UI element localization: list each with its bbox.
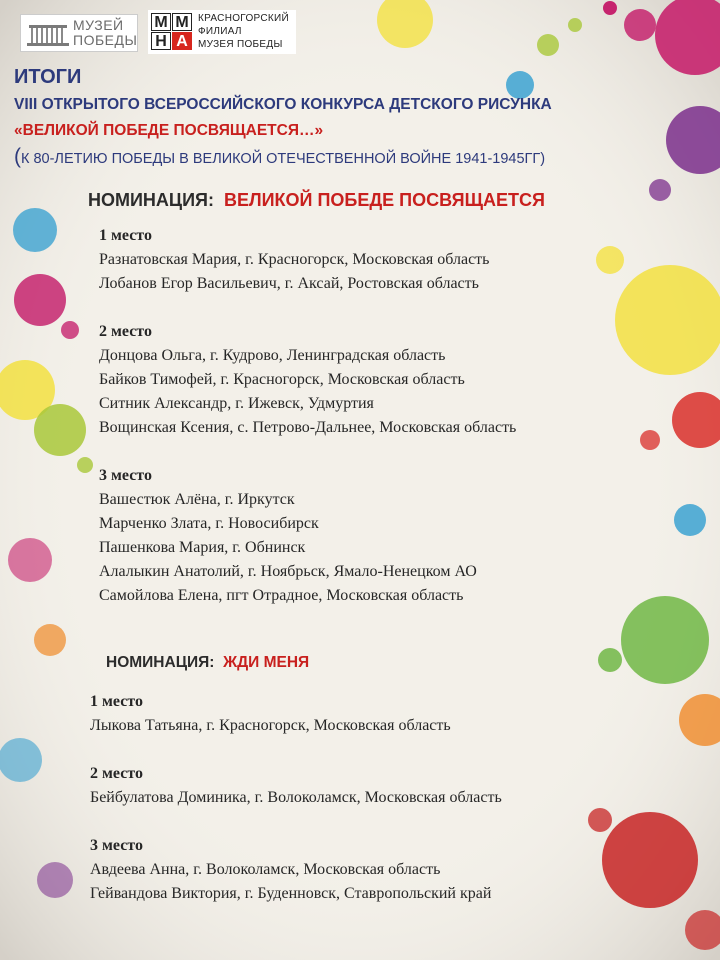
winner-entry: Авдеева Анна, г. Волоколамск, Московская область (90, 861, 441, 878)
branch-logo-line2: ФИЛИАЛ (198, 26, 242, 37)
nomination-name: ЖДИ МЕНЯ (223, 654, 310, 671)
museum-victory-logo (20, 14, 138, 52)
contest-dedication (14, 145, 545, 169)
contest-subtitle: VIII ОТКРЫТОГО ВСЕРОССИЙСКОГО КОНКУРСА ДЕТСКОГО РИСУНКА (14, 96, 552, 113)
logo-letter: М (151, 13, 171, 31)
place-heading: 3 место (90, 837, 143, 854)
logo-letter: А (172, 32, 192, 50)
winner-entry: Марченко Злата, г. Новосибирск (99, 515, 319, 532)
place-heading: 1 место (99, 227, 152, 244)
winner-entry: Донцова Ольга, г. Кудрово, Ленинградская область (99, 347, 446, 364)
winner-entry: Гейвандова Виктория, г. Буденновск, Ставропольский край (90, 885, 492, 902)
dedication-text: К 80-ЛЕТИЮ ПОБЕДЫ В ВЕЛИКОЙ ОТЕЧЕСТВЕННОЙ ВОЙНЕ 1941-1945ГГ) (21, 151, 546, 167)
winner-entry: Байков Тимофей, г. Красногорск, Московская область (99, 371, 465, 388)
winner-entry: Лобанов Егор Васильевич, г. Аксай, Ростовская область (99, 275, 479, 292)
krasnogorsk-branch-logo (148, 10, 296, 54)
winner-entry: Бейбулатова Доминика, г. Волоколамск, Московская область (90, 789, 502, 806)
branch-logo-line3: МУЗЕЯ ПОБЕДЫ (198, 39, 283, 50)
winner-entry: Разнатовская Мария, г. Красногорск, Московская область (99, 251, 490, 268)
nomination-heading-1 (88, 190, 545, 211)
winner-entry: Алалыкин Анатолий, г. Ноябрьск, Ямало-Ненецком АО (99, 563, 477, 580)
place-heading: 2 место (90, 765, 143, 782)
place-heading: 1 место (90, 693, 143, 710)
nomination-label: НОМИНАЦИЯ: (106, 654, 215, 671)
winner-entry: Лыкова Татьяна, г. Красногорск, Московская область (90, 717, 451, 734)
branch-logo-line1: КРАСНОГОРСКИЙ (198, 13, 290, 24)
museum-logo-line2: ПОБЕДЫ (73, 32, 138, 48)
museum-logo-line1: МУЗЕЙ (73, 17, 124, 33)
winner-entry: Ситник Александр, г. Ижевск, Удмуртия (99, 395, 374, 412)
winner-entry: Вашестюк Алёна, г. Иркутск (99, 491, 295, 508)
dedication-paren: ( (14, 145, 21, 168)
colonnade-icon (27, 21, 69, 47)
winner-entry: Пашенкова Мария, г. Обнинск (99, 539, 306, 556)
nomination-heading-2 (106, 654, 309, 672)
logo-letter: Н (151, 32, 171, 50)
nomination-1-results (99, 224, 516, 608)
logo-letter: М (172, 13, 192, 31)
winner-entry: Вощинская Ксения, с. Петрово-Дальнее, Московская область (99, 419, 517, 436)
place-heading: 3 место (99, 467, 152, 484)
place-heading: 2 место (99, 323, 152, 340)
page-title: ИТОГИ (14, 66, 82, 88)
nomination-2-results (90, 690, 502, 906)
nomination-name: ВЕЛИКОЙ ПОБЕДЕ ПОСВЯЩАЕТСЯ (223, 190, 545, 210)
contest-name: «ВЕЛИКОЙ ПОБЕДЕ ПОСВЯЩАЕТСЯ…» (14, 122, 324, 139)
mmna-logo-icon (151, 13, 193, 51)
winner-entry: Самойлова Елена, пгт Отрадное, Московская область (99, 587, 464, 604)
nomination-label: НОМИНАЦИЯ: (88, 190, 214, 210)
